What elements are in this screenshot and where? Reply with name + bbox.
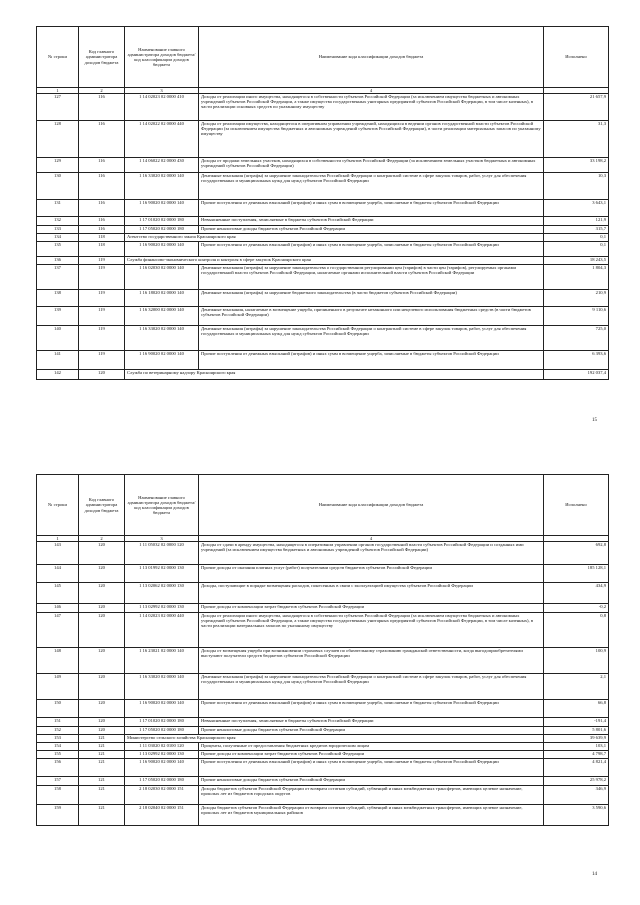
classification-name-cell: Прочие поступления от денежных взысканий (штрафов) и иных сумм в возмещение ущерба, зачисляемые в бюджеты субъектов Российской Федерации xyxy=(199,242,544,257)
table-row xyxy=(37,727,609,735)
executed-amount-cell: 6 393,6 xyxy=(544,351,609,370)
department-name-cell: Служба финансово-экономического контроля и контроля в сфере закупок Красноярского края xyxy=(125,257,544,265)
row-number-cell: 154 xyxy=(37,743,79,751)
page-number-upper: 15 xyxy=(592,418,597,423)
classification-code-cell: 2 18 02030 02 0000 151 xyxy=(125,786,199,805)
row-number-cell: 152 xyxy=(37,727,79,735)
classification-code-cell: 1 14 02023 02 0000 410 xyxy=(125,94,199,121)
admin-code-cell: 121 xyxy=(79,751,125,759)
header-admin-code: Код главного администратора доходов бюджета xyxy=(79,27,125,88)
classification-name-cell: Прочие доходы от компенсации затрат бюджетов субъектов Российской Федерации xyxy=(199,604,544,613)
row-number-cell: 127 xyxy=(37,94,79,121)
executed-amount-cell: 5 801,6 xyxy=(544,727,609,735)
table-row xyxy=(37,759,609,777)
classification-name-cell: Прочие поступления от денежных взысканий (штрафов) и иных сумм в возмещение ущерба, зачисляемые в бюджеты субъектов Российской Федерации xyxy=(199,700,544,718)
table-row xyxy=(37,805,609,826)
classification-code-cell: 1 16 33020 02 0000 140 xyxy=(125,326,199,351)
row-number-cell: 139 xyxy=(37,307,79,326)
admin-code-cell: 116 xyxy=(79,200,125,217)
executed-amount-cell: 315,7 xyxy=(544,226,609,234)
classification-code-cell: 1 11 05032 02 0000 120 xyxy=(125,542,199,565)
revenue-table-lower xyxy=(36,474,609,826)
admin-code-cell: 119 xyxy=(79,351,125,370)
classification-code-cell: 1 11 03020 02 0100 120 xyxy=(125,743,199,751)
row-number-cell: 157 xyxy=(37,777,79,786)
executed-amount-cell: 0,1 xyxy=(544,242,609,257)
executed-amount-cell: 192 037,4 xyxy=(544,370,609,380)
executed-amount-cell: 31,3 xyxy=(544,121,609,158)
row-number-cell: 141 xyxy=(37,351,79,370)
admin-code-cell: 116 xyxy=(79,158,125,173)
department-name-cell: Министерство сельского хозяйства Красноярского края xyxy=(125,735,544,743)
page-number-lower: 14 xyxy=(592,872,597,877)
row-number-cell: 137 xyxy=(37,265,79,290)
admin-code-cell: 120 xyxy=(79,727,125,735)
table-row xyxy=(37,242,609,257)
admin-code-cell: 119 xyxy=(79,257,125,265)
executed-amount-cell: 434,9 xyxy=(544,583,609,604)
classification-code-cell: 1 16 18020 02 0000 140 xyxy=(125,290,199,307)
row-number-cell: 131 xyxy=(37,200,79,217)
table-row xyxy=(37,351,609,370)
admin-code-cell: 120 xyxy=(79,613,125,648)
row-number-cell: 144 xyxy=(37,565,79,583)
row-number-cell: 140 xyxy=(37,326,79,351)
admin-code-cell: 116 xyxy=(79,173,125,200)
executed-amount-cell: 3 643,1 xyxy=(544,200,609,217)
classification-name-cell: Доходы, поступающие в порядке возмещения расходов, понесенных в связи с эксплуатацией имущества субъектов Российской Федерации xyxy=(199,583,544,604)
classification-code-cell: 1 17 05020 02 0000 180 xyxy=(125,727,199,735)
row-number-cell: 156 xyxy=(37,759,79,777)
classification-code-cell: 1 14 06022 02 0000 430 xyxy=(125,158,199,173)
table-row xyxy=(37,257,609,265)
row-number-cell: 130 xyxy=(37,173,79,200)
table-row xyxy=(37,565,609,583)
executed-amount-cell: -191,4 xyxy=(544,718,609,727)
executed-amount-cell: 346,9 xyxy=(544,786,609,805)
table-row xyxy=(37,200,609,217)
row-number-cell: 129 xyxy=(37,158,79,173)
admin-code-cell: 119 xyxy=(79,326,125,351)
classification-name-cell: Доходы от возмещения ущерба при возникновении страховых случаев по обязательному страхованию гражданской ответственности, когда выгодоприобретателями выступают получатели средств бюджетов субъектов Российской Федерации xyxy=(199,648,544,674)
table-row xyxy=(37,226,609,234)
department-name-cell: Служба по ветеринарному надзору Красноярского края xyxy=(125,370,544,380)
row-number-cell: 150 xyxy=(37,700,79,718)
classification-name-cell: Доходы от сдачи в аренду имущества, находящегося в оперативном управлении органов государственной власти субъектов Российской Федерации и созданных ими учреждений (за исключением имущества бюджетных и автономных учреждений субъектов Российской Федерации) xyxy=(199,542,544,565)
executed-amount-cell: 39 639,9 xyxy=(544,735,609,743)
row-number-cell: 136 xyxy=(37,257,79,265)
table-header-row xyxy=(37,27,609,88)
admin-code-cell: 121 xyxy=(79,743,125,751)
header-row-number: № строки xyxy=(37,475,79,536)
classification-name-cell: Прочие поступления от денежных взысканий (штрафов) и иных сумм в возмещение ущерба, зачисляемые в бюджеты субъектов Российской Федерации xyxy=(199,351,544,370)
column-number: 2 xyxy=(79,88,125,94)
row-number-cell: 146 xyxy=(37,604,79,613)
executed-amount-cell: 103,1 xyxy=(544,743,609,751)
executed-amount-cell: 100,9 xyxy=(544,648,609,674)
executed-amount-cell: 4 798,7 xyxy=(544,751,609,759)
row-number-cell: 138 xyxy=(37,290,79,307)
row-number-cell: 135 xyxy=(37,242,79,257)
row-number-cell: 132 xyxy=(37,217,79,226)
table-row xyxy=(37,786,609,805)
classification-name-cell: Доходы бюджетов субъектов Российской Федерации от возврата остатков субсидий, субвенций и иных межбюджетных трансфертов, имеющих целевое назначение, прошлых лет из бюджетов муниципальных районов xyxy=(199,805,544,826)
row-number-cell: 159 xyxy=(37,805,79,826)
column-number: 3 xyxy=(125,88,199,94)
admin-code-cell: 120 xyxy=(79,542,125,565)
row-number-cell: 148 xyxy=(37,648,79,674)
admin-code-cell: 116 xyxy=(79,94,125,121)
admin-code-cell: 116 xyxy=(79,121,125,158)
admin-code-cell: 120 xyxy=(79,604,125,613)
classification-code-cell: 1 17 01020 02 0000 180 xyxy=(125,217,199,226)
row-number-cell: 145 xyxy=(37,583,79,604)
table-row xyxy=(37,173,609,200)
table-body-lower xyxy=(37,536,609,826)
classification-code-cell: 1 16 90020 02 0000 140 xyxy=(125,700,199,718)
header-admin-code: Код главного администратора доходов бюджета xyxy=(79,475,125,536)
classification-code-cell: 1 16 32000 02 0000 140 xyxy=(125,307,199,326)
classification-code-cell: 1 13 02992 02 0000 130 xyxy=(125,751,199,759)
header-executed: Исполнено xyxy=(544,27,609,88)
admin-code-cell: 118 xyxy=(79,242,125,257)
classification-name-cell: Прочие доходы от оказания платных услуг (работ) получателями средств бюджетов субъектов Российской Федерации xyxy=(199,565,544,583)
admin-code-cell: 119 xyxy=(79,265,125,290)
column-number: 2 xyxy=(79,536,125,542)
admin-code-cell: 120 xyxy=(79,700,125,718)
executed-amount-cell: 18 243,5 xyxy=(544,257,609,265)
classification-code-cell: 1 17 05020 02 0000 180 xyxy=(125,777,199,786)
document-page-upper xyxy=(36,26,608,380)
table-body-upper xyxy=(37,88,609,380)
table-row xyxy=(37,777,609,786)
classification-name-cell: Денежные взыскания (штрафы) за нарушение законодательства Российской Федерации о контрактной системе в сфере закупок товаров, работ, услуг для обеспечения государственных и муниципальных нужд для нужд субъектов Российской Федерации xyxy=(199,326,544,351)
header-admin-name: Наименование главного администратора доходов бюджета/ код классификации доходов бюджета xyxy=(125,475,199,536)
table-header-row xyxy=(37,475,609,536)
row-number-cell: 155 xyxy=(37,751,79,759)
classification-code-cell: 1 16 90020 02 0000 140 xyxy=(125,759,199,777)
executed-amount-cell: 121,9 xyxy=(544,217,609,226)
admin-code-cell: 120 xyxy=(79,583,125,604)
table-row xyxy=(37,613,609,648)
classification-code-cell: 1 13 01992 02 0000 130 xyxy=(125,565,199,583)
admin-code-cell: 121 xyxy=(79,759,125,777)
classification-code-cell: 1 16 33020 02 0000 140 xyxy=(125,173,199,200)
row-number-cell: 153 xyxy=(37,735,79,743)
admin-code-cell: 116 xyxy=(79,217,125,226)
classification-name-cell: Денежные взыскания (штрафы) за нарушение законодательства Российской Федерации о контрактной системе в сфере закупок товаров, работ, услуг для обеспечения государственных и муниципальных нужд для нужд субъектов Российской Федерации xyxy=(199,674,544,700)
admin-code-cell: 118 xyxy=(79,234,125,242)
column-number: 4 xyxy=(199,536,544,542)
admin-code-cell: 116 xyxy=(79,226,125,234)
header-row-number: № строки xyxy=(37,27,79,88)
table-row xyxy=(37,718,609,727)
table-row xyxy=(37,735,609,743)
classification-code-cell: 1 16 90020 02 0000 140 xyxy=(125,351,199,370)
admin-code-cell: 121 xyxy=(79,786,125,805)
row-number-cell: 151 xyxy=(37,718,79,727)
table-row xyxy=(37,307,609,326)
table-row xyxy=(37,94,609,121)
classification-name-cell: Денежные взыскания (штрафы) за нарушение законодательства Российской Федерации о контрактной системе в сфере закупок товаров, работ, услуг для обеспечения государственных и муниципальных нужд для нужд субъектов Российской Федерации xyxy=(199,173,544,200)
table-row xyxy=(37,604,609,613)
classification-code-cell: 1 14 02022 02 0000 440 xyxy=(125,121,199,158)
admin-code-cell: 120 xyxy=(79,674,125,700)
header-classification-name: Наименование кода классификации доходов бюджета xyxy=(199,475,544,536)
row-number-cell: 143 xyxy=(37,542,79,565)
header-admin-name: Наименование главного администратора доходов бюджета/ код классификации доходов бюджета xyxy=(125,27,199,88)
table-row xyxy=(37,542,609,565)
table-row xyxy=(37,217,609,226)
classification-code-cell: 1 16 02030 02 0000 140 xyxy=(125,265,199,290)
table-row xyxy=(37,648,609,674)
revenue-table-upper xyxy=(36,26,609,380)
classification-name-cell: Невыясненные поступления, зачисляемые в бюджеты субъектов Российской Федерации xyxy=(199,718,544,727)
admin-code-cell: 121 xyxy=(79,805,125,826)
executed-amount-cell: 725,0 xyxy=(544,326,609,351)
document-page-lower xyxy=(36,474,608,826)
classification-name-cell: Доходы от реализации иного имущества, находящегося в собственности субъектов Российской Федерации (за исключением имущества бюджетных и автономных учреждений субъектов Российской Федерации, а также имущества государственных унитарных предприятий субъектов Российской Федерации, в том числе казенных), в части реализации основных средств по указанному имуществу xyxy=(199,94,544,121)
row-number-cell: 142 xyxy=(37,370,79,380)
column-number: 3 xyxy=(125,536,199,542)
classification-name-cell: Проценты, полученные от предоставления бюджетных кредитов юридическим лицам xyxy=(199,743,544,751)
table-row xyxy=(37,158,609,173)
department-name-cell: Агентство государственного заказа Красноярского края xyxy=(125,234,544,242)
executed-amount-cell: 210,9 xyxy=(544,290,609,307)
table-row xyxy=(37,121,609,158)
column-number: 1 xyxy=(37,536,79,542)
classification-name-cell: Прочие поступления от денежных взысканий (штрафов) и иных сумм в возмещение ущерба, зачисляемые в бюджеты субъектов Российской Федерации xyxy=(199,200,544,217)
executed-amount-cell: 692,8 xyxy=(544,542,609,565)
admin-code-cell: 119 xyxy=(79,307,125,326)
admin-code-cell: 121 xyxy=(79,777,125,786)
classification-name-cell: Прочие неналоговые доходы бюджетов субъектов Российской Федерации xyxy=(199,777,544,786)
classification-name-cell: Прочие неналоговые доходы бюджетов субъектов Российской Федерации xyxy=(199,226,544,234)
row-number-cell: 128 xyxy=(37,121,79,158)
classification-name-cell: Денежные взыскания, налагаемые в возмещение ущерба, причиненного в результате незаконного или нецелевого использования бюджетных средств (в части бюджетов субъектов Российской Федерации) xyxy=(199,307,544,326)
classification-name-cell: Денежные взыскания (штрафы) за нарушение законодательства о государственном регулировании цен (тарифов) в части цен (тарифов), регулируемых органами государственной власти субъектов Российской Федерации, налагаемые органами исполнительной власти субъектов Российской Федерации xyxy=(199,265,544,290)
classification-code-cell: 1 17 05020 02 0000 180 xyxy=(125,226,199,234)
classification-name-cell: Доходы от реализации имущества, находящегося в оперативном управлении учреждений, находящихся в ведении органов государственной власти субъектов Российской Федерации (за исключением имущества бюджетных и автономных учреждений субъектов Российской Федерации), в части реализации материальных запасов по указанному имуществу xyxy=(199,121,544,158)
table-row xyxy=(37,265,609,290)
executed-amount-cell: 21 657,9 xyxy=(544,94,609,121)
row-number-cell: 134 xyxy=(37,234,79,242)
table-row xyxy=(37,674,609,700)
admin-code-cell: 120 xyxy=(79,648,125,674)
classification-name-cell: Денежные взыскания (штрафы) за нарушение бюджетного законодательства (в части бюджетов субъектов Российской Федерации) xyxy=(199,290,544,307)
table-row xyxy=(37,743,609,751)
header-executed: Исполнено xyxy=(544,475,609,536)
executed-amount-cell: -0,2 xyxy=(544,604,609,613)
column-number: 1 xyxy=(37,88,79,94)
admin-code-cell: 120 xyxy=(79,565,125,583)
classification-code-cell: 1 16 90020 02 0000 140 xyxy=(125,242,199,257)
classification-code-cell: 1 13 02062 02 0000 130 xyxy=(125,583,199,604)
classification-code-cell: 1 14 02023 02 0000 440 xyxy=(125,613,199,648)
classification-name-cell: Доходы от продажи земельных участков, находящихся в собственности субъектов Российской Федерации (за исключением земельных участков бюджетных и автономных учреждений субъектов Российской Федерации) xyxy=(199,158,544,173)
admin-code-cell: 121 xyxy=(79,735,125,743)
admin-code-cell: 120 xyxy=(79,718,125,727)
executed-amount-cell: 10,3 xyxy=(544,173,609,200)
executed-amount-cell: 25 978,2 xyxy=(544,777,609,786)
classification-name-cell: Прочие неналоговые доходы бюджетов субъектов Российской Федерации xyxy=(199,727,544,735)
row-number-cell: 147 xyxy=(37,613,79,648)
table-row xyxy=(37,370,609,380)
classification-name-cell: Невыясненные поступления, зачисляемые в бюджеты субъектов Российской Федерации xyxy=(199,217,544,226)
table-row xyxy=(37,700,609,718)
table-row xyxy=(37,583,609,604)
classification-code-cell: 1 16 33020 02 0000 140 xyxy=(125,674,199,700)
row-number-cell: 149 xyxy=(37,674,79,700)
executed-amount-cell: 2,1 xyxy=(544,674,609,700)
classification-name-cell: Прочие поступления от денежных взысканий (штрафов) и иных сумм в возмещение ущерба, зачисляемые в бюджеты субъектов Российской Федерации xyxy=(199,759,544,777)
classification-code-cell: 1 17 01020 02 0000 180 xyxy=(125,718,199,727)
admin-code-cell: 119 xyxy=(79,290,125,307)
classification-code-cell: 2 18 02040 02 0000 151 xyxy=(125,805,199,826)
executed-amount-cell: 66,8 xyxy=(544,700,609,718)
table-row xyxy=(37,326,609,351)
classification-name-cell: Доходы от реализации иного имущества, находящегося в собственности субъектов Российской Федерации (за исключением имущества бюджетных и автономных учреждений субъектов Российской Федерации, а также имущества государственных унитарных предприятий субъектов Российской Федерации, в том числе казенных), в части реализации материальных запасов по указанному имуществу xyxy=(199,613,544,648)
executed-amount-cell: 4 821,4 xyxy=(544,759,609,777)
admin-code-cell: 120 xyxy=(79,370,125,380)
classification-code-cell: 1 16 90020 02 0000 140 xyxy=(125,200,199,217)
executed-amount-cell: 0,8 xyxy=(544,613,609,648)
classification-code-cell: 1 16 23021 02 0000 140 xyxy=(125,648,199,674)
executed-amount-cell: 9 110,6 xyxy=(544,307,609,326)
classification-name-cell: Прочие доходы от компенсации затрат бюджетов субъектов Российской Федерации xyxy=(199,751,544,759)
classification-name-cell: Доходы бюджетов субъектов Российской Федерации от возврата остатков субсидий, субвенций и иных межбюджетных трансфертов, имеющих целевое назначение, прошлых лет из бюджетов городских округов xyxy=(199,786,544,805)
header-classification-name: Наименование кода классификации доходов бюджета xyxy=(199,27,544,88)
executed-amount-cell: 185 128,1 xyxy=(544,565,609,583)
classification-code-cell: 1 13 02992 02 0000 130 xyxy=(125,604,199,613)
column-number: 4 xyxy=(199,88,544,94)
executed-amount-cell: 1 804,3 xyxy=(544,265,609,290)
table-row xyxy=(37,751,609,759)
executed-amount-cell: 0,1 xyxy=(544,234,609,242)
executed-amount-cell: 33 198,2 xyxy=(544,158,609,173)
table-row xyxy=(37,234,609,242)
row-number-cell: 133 xyxy=(37,226,79,234)
row-number-cell: 158 xyxy=(37,786,79,805)
table-row xyxy=(37,290,609,307)
executed-amount-cell: 3 590,6 xyxy=(544,805,609,826)
